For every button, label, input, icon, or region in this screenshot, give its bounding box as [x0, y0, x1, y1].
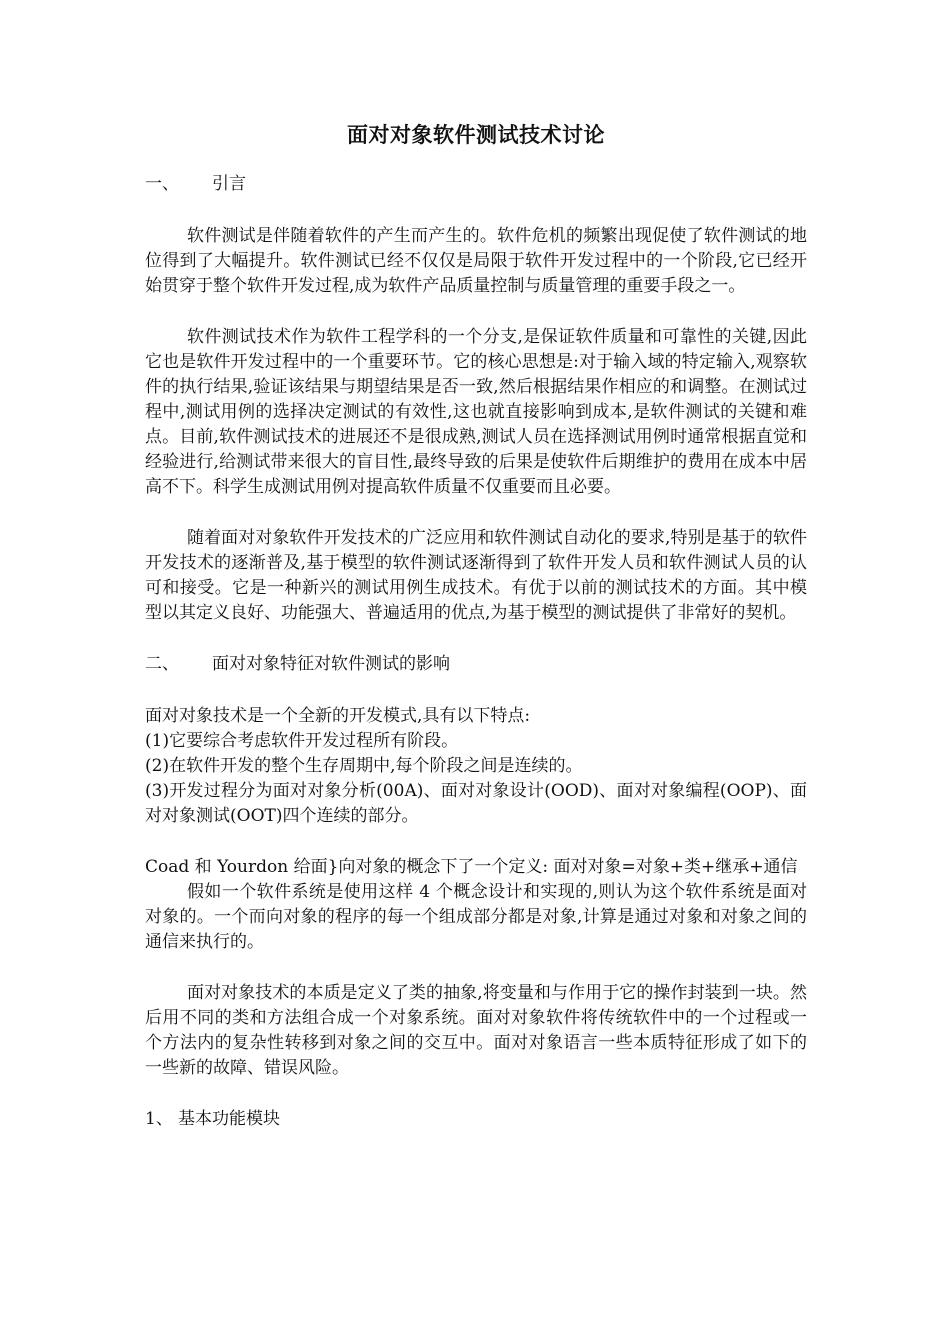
- paragraph-3: 随着面对对象软件开发技术的广泛应用和软件测试自动化的要求,特别是基于的软件开发技术的逐渐普及,基于模型的软件测试逐渐得到了软件开发人员和软件测试人员的认可和接受。它是一种新兴的测试用例生成技术。有优于以前的测试技术的方面。其中模型以其定义良好、功能强大、普遍适用的优点,为基于模型的测试提供了非常好的契机。: [145, 528, 807, 623]
- document-body: [145, 118, 807, 1159]
- paragraph-2: 软件测试技术作为软件工程学科的一个分支,是保证软件质量和可靠性的关键,因此它也是软件开发过程中的一个重要环节。它的核心思想是:对于输入域的特定输入,观察软件的执行结果,验证该结果与期望结果是否一致,然后根据结果作相应的和调整。在测试过程中,测试用例的选择决定测试的有效性,这也就直接影响到成本,是软件测试的关键和难点。目前,软件测试技术的进展还不是很成熟,测试人员在选择测试用例时通常根据直觉和经验进行,给测试带来很大的盲目性,最终导致的后果是使软件后期维护的费用在成本中居高不下。科学生成测试用例对提高软件质量不仅重要而且必要。: [145, 327, 807, 497]
- section-number: 1、: [145, 1109, 173, 1129]
- section-title: 面对对象特征对软件测试的影响: [212, 654, 450, 674]
- feature-list: [145, 704, 807, 829]
- document-title: 面对对象软件测试技术讨论: [347, 122, 605, 147]
- section-number: 一、: [145, 174, 179, 194]
- feature-item-3: (3)开发过程分为面对对象分析(00A)、面对对象设计(OOD)、面对对象编程(OOP)、面对对象测试(OOT)四个连续的部分。: [145, 781, 807, 826]
- section-title: 引言: [212, 174, 246, 194]
- section-heading-basic-modules: [145, 1107, 807, 1132]
- feature-intro-line: 面对对象技术是一个全新的开发模式,具有以下特点:: [145, 706, 531, 726]
- paragraph-1: 软件测试是伴随着软件的产生而产生的。软件危机的频繁出现促使了软件测试的地位得到了大幅提升。软件测试已经不仅仅是局限于软件开发过程中的一个阶段,它已经开始贯穿于整个软件开发过程,成为软件产品质量控制与质量管理的重要手段之一。: [145, 226, 807, 296]
- section-number: 二、: [145, 654, 179, 674]
- paragraph-definition: Coad 和 Yourdon 给面}向对象的概念下了一个定义: 面对对象=对象+类+继承+通信: [145, 857, 798, 877]
- feature-item-1: (1)它要综合考虑软件开发过程所有阶段。: [145, 731, 459, 751]
- section-heading-introduction: [145, 172, 807, 197]
- section-heading-oo-impact: [145, 652, 807, 677]
- feature-item-2: (2)在软件开发的整个生存周期中,每个阶段之间是连续的。: [145, 756, 583, 776]
- paragraph-4-concepts: 假如一个软件系统是使用这样 4 个概念设计和实现的,则认为这个软件系统是面对对象的。一个而向对象的程序的每一个组成部分都是对象,计算是通过对象和对象之间的通信来执行的。: [145, 882, 807, 952]
- paragraph-essence: 面对对象技术的本质是定义了类的抽象,将变量和与作用于它的操作封装到一块。然后用不同的类和方法组合成一个对象系统。面对对象软件将传统软件中的一个过程或一个方法内的复杂性转移到对象之间的交互中。面对对象语言一些本质特征形成了如下的一些新的故障、错误风险。: [145, 983, 807, 1078]
- section-title: 基本功能模块: [178, 1109, 280, 1129]
